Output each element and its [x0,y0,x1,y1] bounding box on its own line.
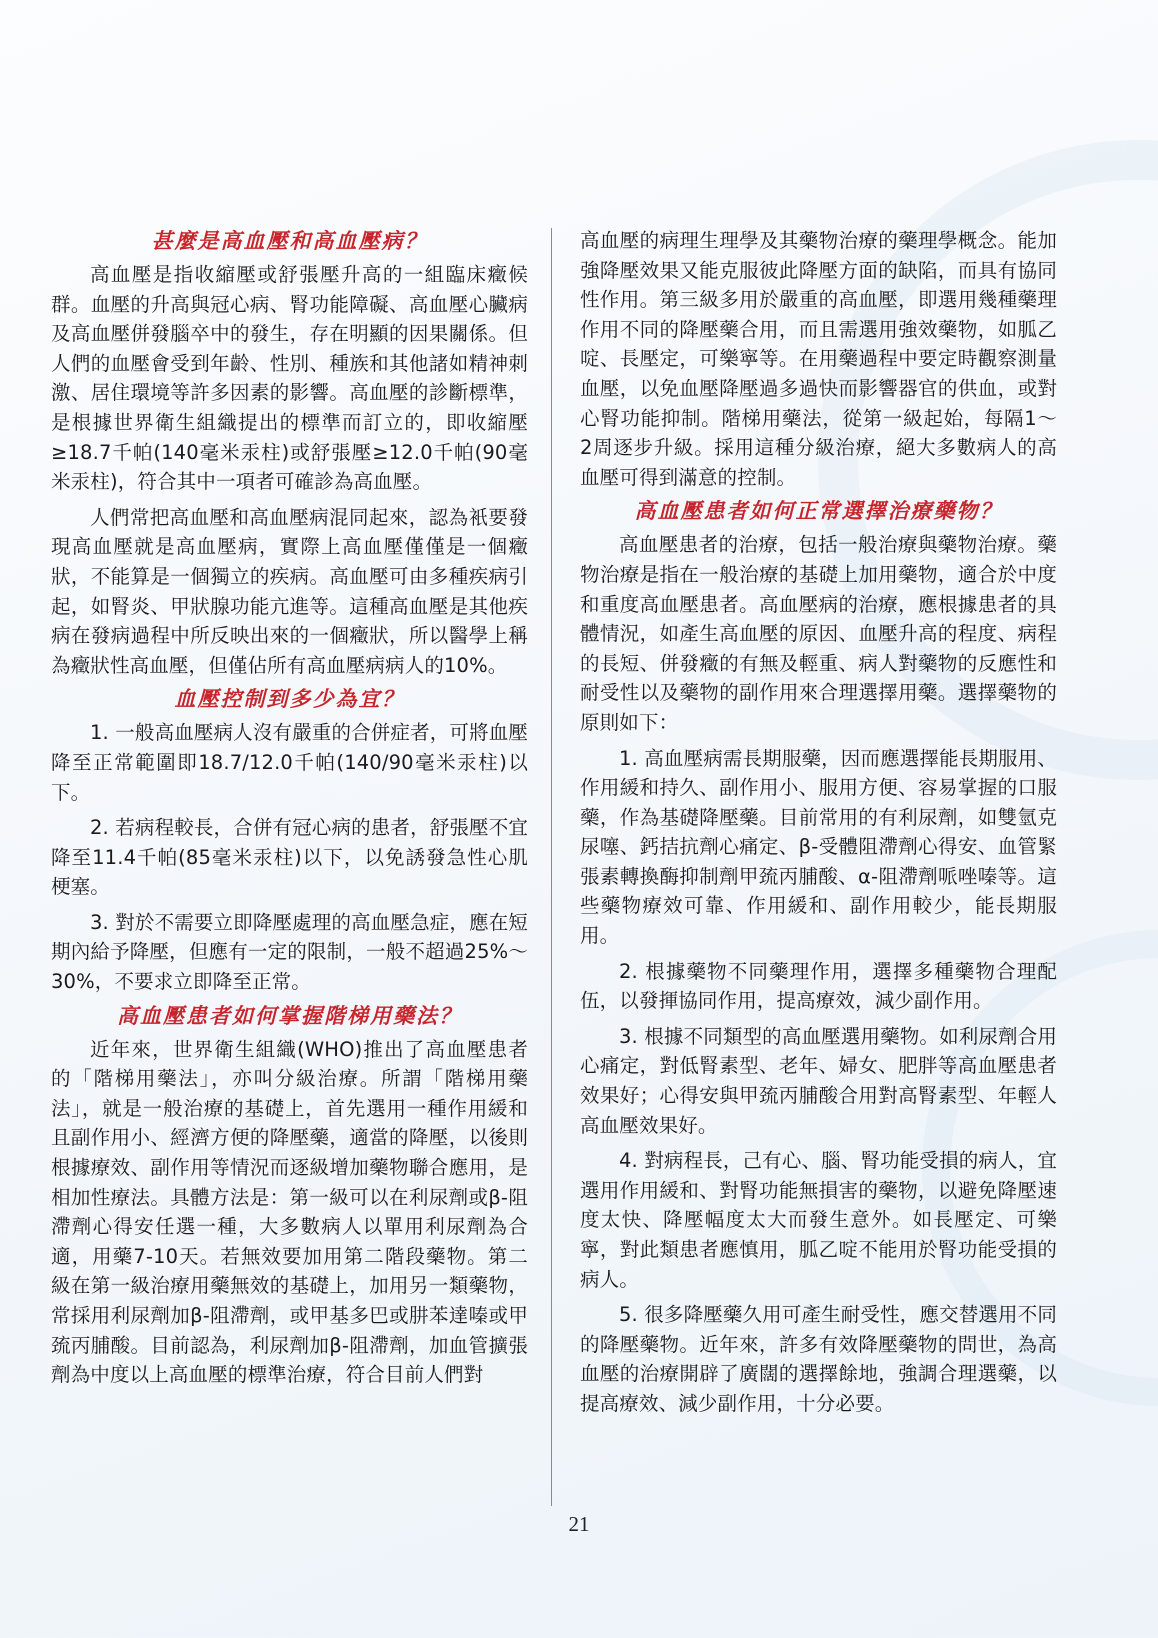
page-number: 21 [568,1512,590,1536]
paragraph: 高血壓是指收縮壓或舒張壓升高的一組臨床癥候群。血壓的升高與冠心病、腎功能障礙、高血壓心臟病及高血壓併發腦卒中的發生，存在明顯的因果關係。但人們的血壓會受到年齡、性別、種族和其他諸如精神刺激、居住環境等許多因素的影響。高血壓的診斷標準，是根據世界衛生組織提出的標準而訂立的，即收縮壓≥18.7千帕(140毫米汞柱)或舒張壓≥12.0千帕(90毫米汞柱)，符合其中一項者可確診為高血壓。 [51,263,528,494]
paragraph: 5. 很多降壓藥久用可產生耐受性，應交替選用不同的降壓藥物。近年來，許多有效降壓藥物的問世，為高血壓的治療開辟了廣闊的選擇餘地，強調合理選藥，以提高療效、減少副作用，十分必要。 [580,1303,1057,1415]
paragraph: 4. 對病程長，己有心、腦、腎功能受損的病人，宜選用作用緩和、對腎功能無損害的藥物，以避免降壓速度太快、降壓幅度太大而發生意外。如長壓定、可樂寧，對此類患者應慎用，胍乙啶不能用於腎功能受損的病人。 [580,1149,1057,1291]
paragraph: 2. 若病程較長，合併有冠心病的患者，舒張壓不宜降至11.4千帕(85毫米汞柱)以下，以免誘發急性心肌梗塞。 [51,816,528,899]
column-divider [551,228,552,1506]
paragraph: 高血壓的病理生理學及其藥物治療的藥理學概念。能加強降壓效果又能克服彼此降壓方面的缺陷，而具有協同性作用。第三級多用於嚴重的高血壓，即選用幾種藥理作用不同的降壓藥合用，而且需選用強效藥物，如胍乙啶、長壓定，可樂寧等。在用藥過程中要定時觀察測量血壓，以免血壓降壓過多過快而影響器官的供血，或對心腎功能抑制。階梯用藥法，從第一級起始，每隔1～2周逐步升級。採用這種分級治療，絕大多數病人的高血壓可得到滿意的控制。 [580,229,1057,489]
paragraph: 人們常把高血壓和高血壓病混同起來，認為衹要發現高血壓就是高血壓病，實際上高血壓僅僅是一個癥狀，不能算是一個獨立的疾病。高血壓可由多種疾病引起，如腎炎、甲狀腺功能亢進等。這種高血壓是其他疾病在發病過程中所反映出來的一個癥狀，所以醫學上稱為癥狀性高血壓，但僅佔所有高血壓病病人的10%。 [51,505,528,677]
paragraph: 高血壓患者的治療，包括一般治療與藥物治療。藥物治療是指在一般治療的基礎上加用藥物，適合於中度和重度高血壓患者。高血壓病的治療，應根據患者的具體情況，如產生高血壓的原因、血壓升高的程度、病程的長短、併發癥的有無及輕重、病人對藥物的反應性和耐受性以及藥物的副作用來合理選擇用藥。選擇藥物的原則如下： [580,533,1057,734]
section-heading: 高血壓患者如何掌握階梯用藥法？ [117,1002,462,1028]
right-column [580,226,1057,1419]
paragraph: 1. 高血壓病需長期服藥，因而應選擇能長期服用、作用緩和持久、副作用小、服用方便、容易掌握的口服藥，作為基礎降壓藥。目前常用的有利尿劑，如雙氫克尿噻、鈣拮抗劑心痛定、β-受體阻滯劑心得安、血管緊張素轉換酶抑制劑甲巯丙脯酸、α-阻滯劑哌唑嗪等。這些藥物療效可靠、作用緩和、副作用較少，能長期服用。 [580,746,1057,948]
paragraph: 近年來，世界衛生組織(WHO)推出了高血壓患者的「階梯用藥法」，亦叫分級治療。所謂「階梯用藥法」，就是一般治療的基礎上，首先選用一種作用緩和且副作用小、經濟方便的降壓藥，適當的降壓，以後則根據療效、副作用等情況而逐級增加藥物聯合應用，是相加性療法。具體方法是：第一級可以在利尿劑或β-阻滯劑心得安任選一種，大多數病人以單用利尿劑為合適，用藥7-10天。若無效要加用第二階段藥物。第二級在第一級治療用藥無效的基礎上，加用另一類藥物，常採用利尿劑加β-阻滯劑，或甲基多巴或肼苯達嗪或甲巯丙脯酸。目前認為，利尿劑加β-阻滯劑，加血管擴張劑為中度以上高血壓的標準治療，符合目前人們對 [51,1037,528,1387]
paragraph: 3. 根據不同類型的高血壓選用藥物。如利尿劑合用心痛定，對低腎素型、老年、婦女、肥胖等高血壓患者效果好；心得安與甲巯丙脯酸合用對高腎素型、年輕人高血壓效果好。 [580,1024,1057,1137]
section-heading: 高血壓患者如何正常選擇治療藥物？ [634,498,1003,524]
section-heading: 甚麼是高血壓和高血壓病？ [151,228,428,253]
left-column [51,222,528,1390]
paragraph: 2. 根據藥物不同藥理作用，選擇多種藥物合理配伍，以發揮協同作用，提高療效，減少副作用。 [580,959,1057,1013]
paragraph: 1. 一般高血壓病人沒有嚴重的合併症者，可將血壓降至正常範圍即18.7/12.0千帕(140/90毫米汞柱)以下。 [51,721,528,804]
section-heading: 血壓控制到多少為宜？ [174,686,405,712]
paragraph: 3. 對於不需要立即降壓處理的高血壓急症，應在短期內給予降壓，但應有一定的限制，一般不超過25%～30%，不要求立即降至正常。 [51,910,528,994]
